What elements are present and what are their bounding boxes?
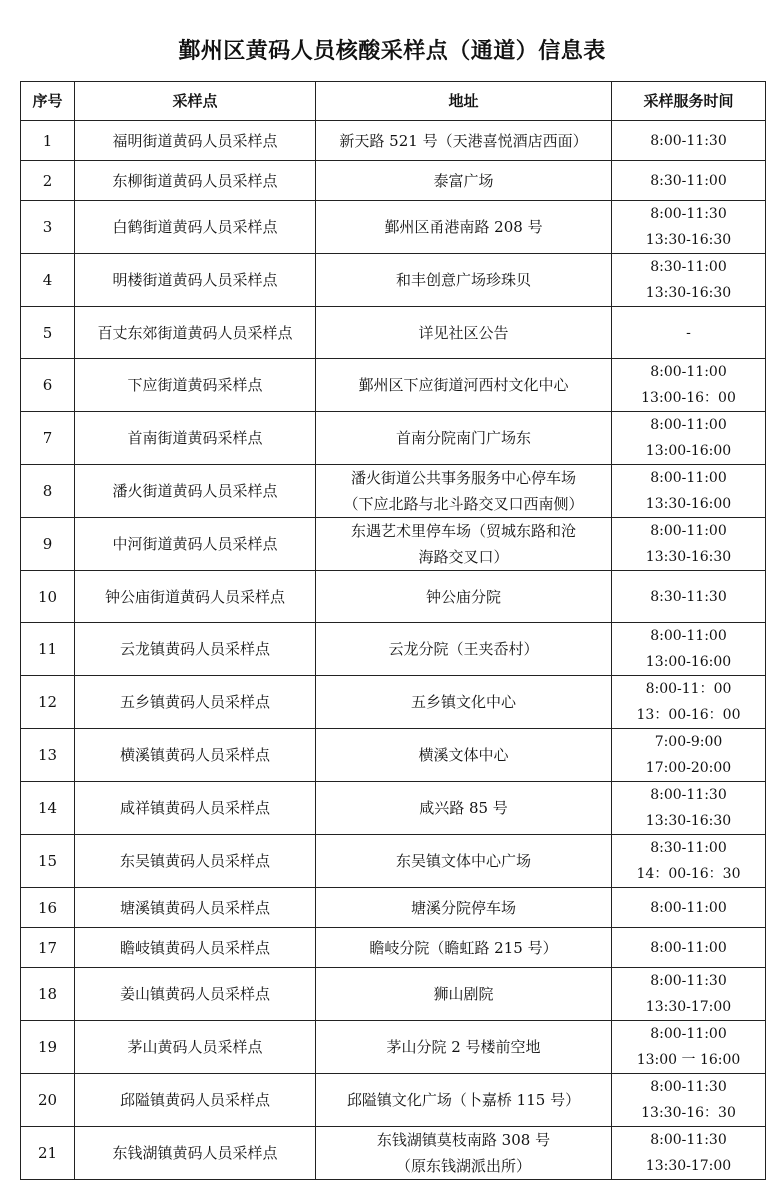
address-line: 海路交叉口） xyxy=(418,548,509,566)
cell-site: 茅山黄码人员采样点 xyxy=(75,1021,316,1074)
cell-site: 东柳街道黄码人员采样点 xyxy=(75,161,316,201)
table-row xyxy=(21,888,766,928)
table-row xyxy=(21,968,766,1021)
cell-address xyxy=(316,571,612,623)
table-row xyxy=(21,1127,766,1180)
address-line: 邱隘镇文化广场（卜嘉桥 115 号） xyxy=(346,1091,581,1109)
time-line: 13:30-17:00 xyxy=(645,1158,732,1174)
cell-serial: 12 xyxy=(21,676,75,729)
cell-site: 姜山镇黄码人员采样点 xyxy=(75,968,316,1021)
cell-address xyxy=(316,928,612,968)
cell-serial: 3 xyxy=(21,201,75,254)
address-line: 鄞州区下应街道河西村文化中心 xyxy=(358,376,569,394)
address-line: （下应北路与北斗路交叉口西南侧） xyxy=(343,495,584,513)
table-row xyxy=(21,1021,766,1074)
table-row xyxy=(21,359,766,412)
address-line: 钟公庙分院 xyxy=(425,587,501,606)
cell-time xyxy=(612,676,766,729)
cell-address xyxy=(316,1074,612,1127)
cell-site: 瞻岐镇黄码人员采样点 xyxy=(75,928,316,968)
cell-time xyxy=(612,888,766,928)
cell-time xyxy=(612,518,766,571)
time-line: 8:00-11:30 xyxy=(650,132,727,149)
time-line: 8:00-11:00 xyxy=(650,364,727,380)
cell-serial: 5 xyxy=(21,307,75,359)
cell-serial: 15 xyxy=(21,835,75,888)
cell-serial: 13 xyxy=(21,729,75,782)
cell-address xyxy=(316,412,612,465)
cell-site: 明楼街道黄码人员采样点 xyxy=(75,254,316,307)
cell-address xyxy=(316,676,612,729)
cell-serial: 18 xyxy=(21,968,75,1021)
cell-time xyxy=(612,1074,766,1127)
address-line: 首南分院南门广场东 xyxy=(395,429,531,447)
time-line: 8:30-11:00 xyxy=(650,840,727,856)
cell-serial: 20 xyxy=(21,1074,75,1127)
cell-address xyxy=(316,121,612,161)
address-line: 东钱湖镇莫枝南路 308 号 xyxy=(376,1131,551,1149)
time-line: 8:00-11：00 xyxy=(645,681,732,697)
cell-address xyxy=(316,201,612,254)
table-row xyxy=(21,254,766,307)
cell-address xyxy=(316,888,612,928)
address-line: 鄞州区甬港南路 208 号 xyxy=(384,218,543,236)
table-row xyxy=(21,465,766,518)
time-line: 13:30-16:30 xyxy=(645,549,732,565)
cell-site: 中河街道黄码人员采样点 xyxy=(75,518,316,571)
table-row xyxy=(21,518,766,571)
table-row xyxy=(21,1074,766,1127)
cell-time xyxy=(612,254,766,307)
address-line: 新天路 521 号（天港喜悦酒店西面） xyxy=(339,131,588,150)
address-line: 东吴镇文体中心广场 xyxy=(395,852,531,870)
time-line: 17:00-20:00 xyxy=(645,760,732,776)
address-line: 茅山分院 2 号楼前空地 xyxy=(386,1038,541,1056)
table-row xyxy=(21,307,766,359)
table-row xyxy=(21,121,766,161)
time-line: 8:00-11:00 xyxy=(650,417,727,433)
cell-address xyxy=(316,254,612,307)
table-row xyxy=(21,782,766,835)
cell-site: 横溪镇黄码人员采样点 xyxy=(75,729,316,782)
sampling-sites-table xyxy=(20,81,766,1180)
cell-time xyxy=(612,359,766,412)
table-row xyxy=(21,571,766,623)
cell-site: 五乡镇黄码人员采样点 xyxy=(75,676,316,729)
cell-serial: 21 xyxy=(21,1127,75,1180)
address-line: 东遇艺术里停车场（贸城东路和沧 xyxy=(350,522,576,540)
address-line: 瞻岐分院（瞻虹路 215 号） xyxy=(369,938,558,957)
time-line: 8:00-11:00 xyxy=(650,1026,727,1042)
address-line: 横溪文体中心 xyxy=(418,746,509,764)
cell-time xyxy=(612,928,766,968)
cell-time xyxy=(612,465,766,518)
cell-address xyxy=(316,465,612,518)
cell-site: 百丈东郊街道黄码人员采样点 xyxy=(75,307,316,359)
cell-site: 邱隘镇黄码人员采样点 xyxy=(75,1074,316,1127)
header-address: 地址 xyxy=(316,82,612,121)
header-site: 采样点 xyxy=(75,82,316,121)
time-line: 13:30-16:30 xyxy=(645,232,732,248)
table-row xyxy=(21,201,766,254)
cell-time xyxy=(612,729,766,782)
cell-address xyxy=(316,1127,612,1180)
cell-time xyxy=(612,412,766,465)
time-line: 13:00 一 16:00 xyxy=(636,1052,741,1068)
cell-address xyxy=(316,1021,612,1074)
time-line: 8:30-11:30 xyxy=(650,588,727,605)
table-row xyxy=(21,835,766,888)
cell-serial: 19 xyxy=(21,1021,75,1074)
header-serial: 序号 xyxy=(21,82,75,121)
address-line: 云龙分院（王夹岙村） xyxy=(388,640,539,658)
time-line: 8:00-11:30 xyxy=(650,787,727,803)
address-line: 咸兴路 85 号 xyxy=(419,799,508,817)
cell-address xyxy=(316,968,612,1021)
cell-address xyxy=(316,729,612,782)
cell-site: 下应街道黄码采样点 xyxy=(75,359,316,412)
cell-time xyxy=(612,121,766,161)
address-line: 狮山剧院 xyxy=(433,985,494,1003)
time-line: 14：00-16：30 xyxy=(636,866,741,882)
table-row xyxy=(21,729,766,782)
time-line: 8:30-11:00 xyxy=(650,172,727,189)
cell-site: 首南街道黄码采样点 xyxy=(75,412,316,465)
time-line: 8:00-11:30 xyxy=(650,1079,727,1095)
table-row xyxy=(21,928,766,968)
cell-address xyxy=(316,518,612,571)
cell-time xyxy=(612,161,766,201)
cell-serial: 11 xyxy=(21,623,75,676)
cell-address xyxy=(316,307,612,359)
table-row xyxy=(21,623,766,676)
time-line: 8:00-11:00 xyxy=(650,939,727,956)
time-line: 13:00-16:00 xyxy=(645,654,732,670)
cell-address xyxy=(316,161,612,201)
cell-serial: 2 xyxy=(21,161,75,201)
cell-site: 福明街道黄码人员采样点 xyxy=(75,121,316,161)
cell-time xyxy=(612,571,766,623)
cell-serial: 1 xyxy=(21,121,75,161)
address-line: 塘溪分院停车场 xyxy=(410,898,516,917)
time-line: 8:00-11:30 xyxy=(650,1132,727,1148)
time-line: 13:00-16:00 xyxy=(645,443,732,459)
cell-time xyxy=(612,1021,766,1074)
cell-site: 塘溪镇黄码人员采样点 xyxy=(75,888,316,928)
cell-time xyxy=(612,968,766,1021)
cell-site: 东吴镇黄码人员采样点 xyxy=(75,835,316,888)
cell-serial: 7 xyxy=(21,412,75,465)
cell-serial: 6 xyxy=(21,359,75,412)
address-line: 详见社区公告 xyxy=(418,323,509,342)
cell-serial: 4 xyxy=(21,254,75,307)
address-line: 五乡镇文化中心 xyxy=(410,693,516,711)
time-line: 8:00-11:00 xyxy=(650,470,727,486)
cell-time xyxy=(612,201,766,254)
time-line: 13:30-16：30 xyxy=(641,1105,736,1121)
time-line: 13:30-16:00 xyxy=(645,496,732,512)
time-line: 13：00-16：00 xyxy=(636,707,741,723)
time-line: 8:00-11:30 xyxy=(650,206,727,222)
table-row xyxy=(21,676,766,729)
cell-serial: 16 xyxy=(21,888,75,928)
cell-address xyxy=(316,782,612,835)
cell-time xyxy=(612,307,766,359)
time-line: 13:30-16:30 xyxy=(645,813,732,829)
table-header-row xyxy=(21,82,766,121)
time-line: 13:00-16：00 xyxy=(641,390,736,406)
cell-site: 咸祥镇黄码人员采样点 xyxy=(75,782,316,835)
time-line: 8:00-11:00 xyxy=(650,628,727,644)
page-title: 鄞州区黄码人员核酸采样点（通道）信息表 xyxy=(178,39,606,64)
cell-site: 云龙镇黄码人员采样点 xyxy=(75,623,316,676)
time-line: 13:30-17:00 xyxy=(645,999,732,1015)
cell-site: 白鹤街道黄码人员采样点 xyxy=(75,201,316,254)
cell-serial: 17 xyxy=(21,928,75,968)
cell-site: 东钱湖镇黄码人员采样点 xyxy=(75,1127,316,1180)
cell-time xyxy=(612,1127,766,1180)
time-line: 8:00-11:00 xyxy=(650,899,727,916)
address-line: （原东钱湖派出所） xyxy=(395,1157,531,1175)
cell-serial: 9 xyxy=(21,518,75,571)
cell-time xyxy=(612,623,766,676)
cell-site: 钟公庙街道黄码人员采样点 xyxy=(75,571,316,623)
cell-site: 潘火街道黄码人员采样点 xyxy=(75,465,316,518)
time-line: 8:00-11:00 xyxy=(650,523,727,539)
cell-serial: 14 xyxy=(21,782,75,835)
cell-address xyxy=(316,359,612,412)
cell-serial: 10 xyxy=(21,571,75,623)
time-line: 8:30-11:00 xyxy=(650,259,727,275)
address-line: 泰富广场 xyxy=(433,171,494,190)
time-line: - xyxy=(686,324,691,341)
table-row xyxy=(21,161,766,201)
time-line: 7:00-9:00 xyxy=(654,734,723,750)
cell-address xyxy=(316,835,612,888)
address-line: 和丰创意广场珍珠贝 xyxy=(395,271,531,289)
time-line: 8:00-11:30 xyxy=(650,973,727,989)
cell-address xyxy=(316,623,612,676)
address-line: 潘火街道公共事务服务中心停车场 xyxy=(350,469,576,487)
time-line: 13:30-16:30 xyxy=(645,285,732,301)
cell-serial: 8 xyxy=(21,465,75,518)
table-row xyxy=(21,412,766,465)
header-time: 采样服务时间 xyxy=(612,82,766,121)
cell-time xyxy=(612,835,766,888)
cell-time xyxy=(612,782,766,835)
